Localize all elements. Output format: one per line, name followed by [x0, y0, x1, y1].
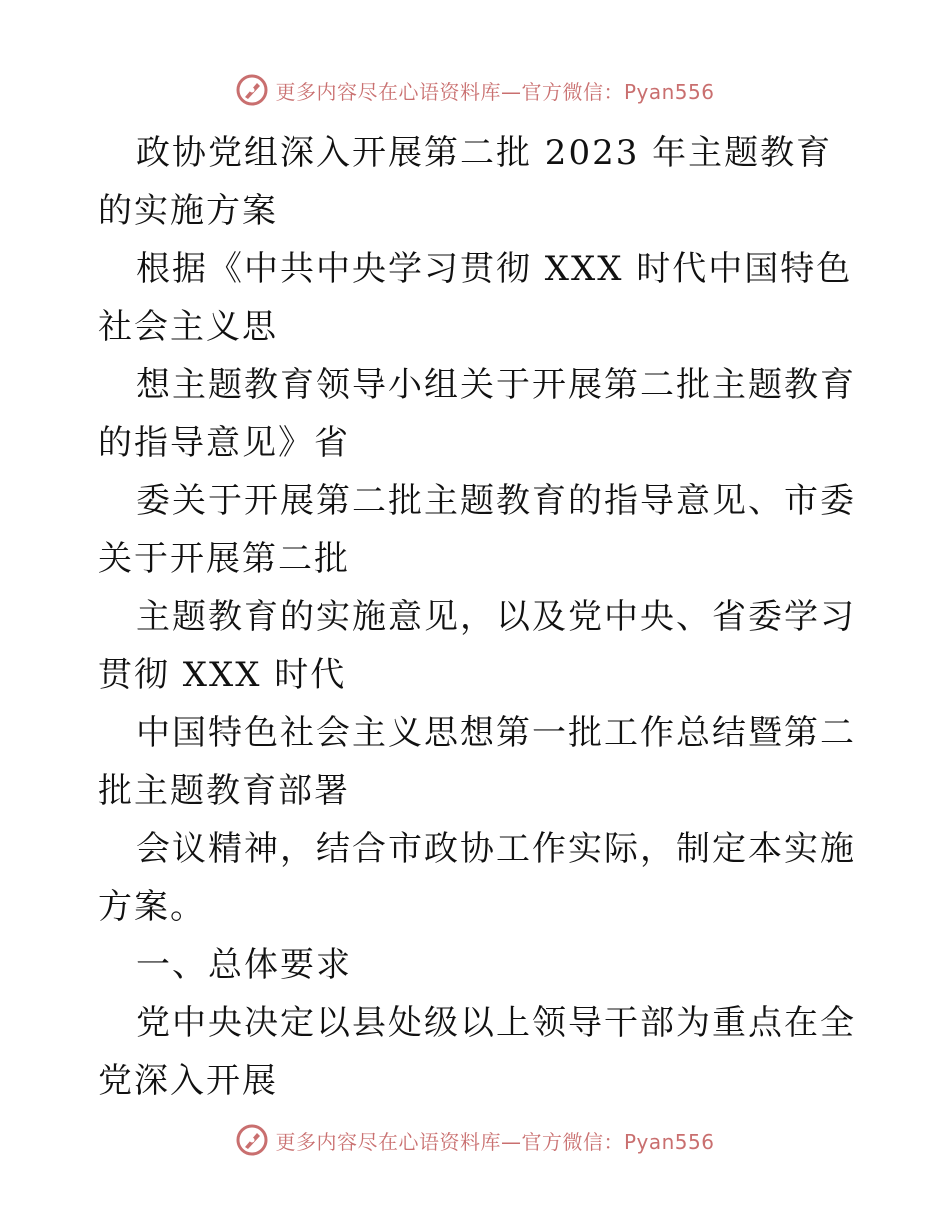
paragraph: 会议精神，结合市政协工作实际，制定本实施方案。 [98, 829, 856, 927]
paragraph: 想主题教育领导小组关于开展第二批主题教育的指导意见》省 [98, 365, 856, 463]
watermark-text: 更多内容尽在心语资料库—官方微信：Pyan556 [275, 1129, 715, 1154]
pen-nib-circle-icon [235, 73, 269, 107]
document-title: 政协党组深入开展第二批 2023 年主题教育的实施方案 [98, 133, 833, 231]
footer-watermark [0, 1120, 950, 1160]
section-heading: 一、总体要求 [136, 945, 352, 985]
document-body [98, 124, 858, 1110]
paragraph: 根据《中共中央学习贯彻 XXX 时代中国特色社会主义思 [98, 249, 853, 347]
paragraph: 中国特色社会主义思想第一批工作总结暨第二批主题教育部署 [98, 713, 856, 811]
pen-nib-circle-icon [235, 1123, 269, 1157]
paragraph: 委关于开展第二批主题教育的指导意见、市委关于开展第二批 [98, 481, 856, 579]
watermark-text: 更多内容尽在心语资料库—官方微信：Pyan556 [275, 79, 715, 104]
header-watermark [0, 70, 950, 110]
paragraph: 主题教育的实施意见，以及党中央、省委学习贯彻 XXX 时代 [98, 597, 856, 695]
paragraph: 党中央决定以县处级以上领导干部为重点在全党深入开展 [98, 1003, 856, 1101]
